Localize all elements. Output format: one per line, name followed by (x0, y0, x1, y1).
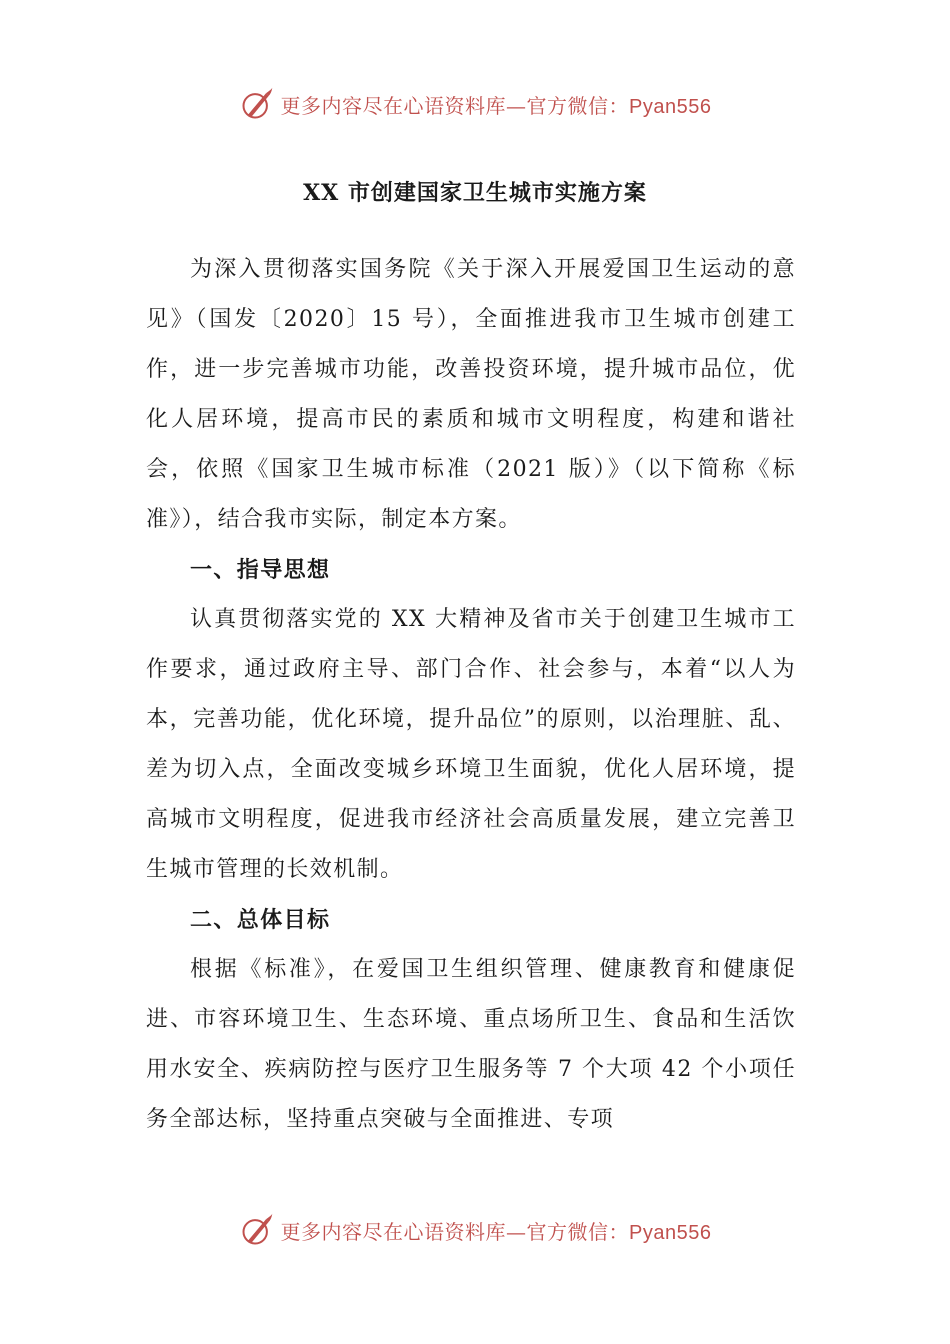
header-watermark (0, 84, 950, 124)
intro-paragraph: 为深入贯彻落实国务院《关于深入开展爱国卫生运动的意见》（国发〔2020〕15 号），全面推进我市卫生城市创建工作，进一步完善城市功能，改善投资环境，提升城市品位，优化人居环境，提高市民的素质和城市文明程度，构建和谐社会，依照《国家卫生城市标准（2021 版）》（以下简称《标准》），结合我市实际，制定本方案。 (146, 257, 796, 532)
section-heading-overall-goal: 二、总体目标 (190, 907, 331, 933)
section-body-guiding-ideology: 认真贯彻落实党的 XX 大精神及省市关于创建卫生城市工作要求，通过政府主导、部门合作、社会参与，本着“以人为本，完善功能，优化环境，提升品位”的原则，以治理脏、乱、差为切入点，全面改变城乡环境卫生面貌，优化人居环境，提高城市文明程度，促进我市经济社会高质量发展，建立完善卫生城市管理的长效机制。 (146, 607, 796, 882)
document-body (146, 245, 796, 1145)
watermark-text: 更多内容尽在心语资料库—官方微信：Pyan556 (280, 1219, 712, 1244)
quill-pen-circle-icon (239, 1212, 275, 1248)
section-heading-guiding-ideology: 一、指导思想 (190, 557, 331, 583)
watermark-text: 更多内容尽在心语资料库—官方微信：Pyan556 (280, 93, 712, 118)
page-title: XX 市创建国家卫生城市实施方案 (303, 180, 647, 206)
section-body-overall-goal: 根据《标准》，在爱国卫生组织管理、健康教育和健康促进、市容环境卫生、生态环境、重点场所卫生、食品和生活饮用水安全、疾病防控与医疗卫生服务等 7 个大项 42 个小项任务全部达标，坚持重点突破与全面推进、专项 (146, 957, 796, 1132)
footer-watermark (0, 1210, 950, 1250)
quill-pen-circle-icon (239, 86, 275, 122)
